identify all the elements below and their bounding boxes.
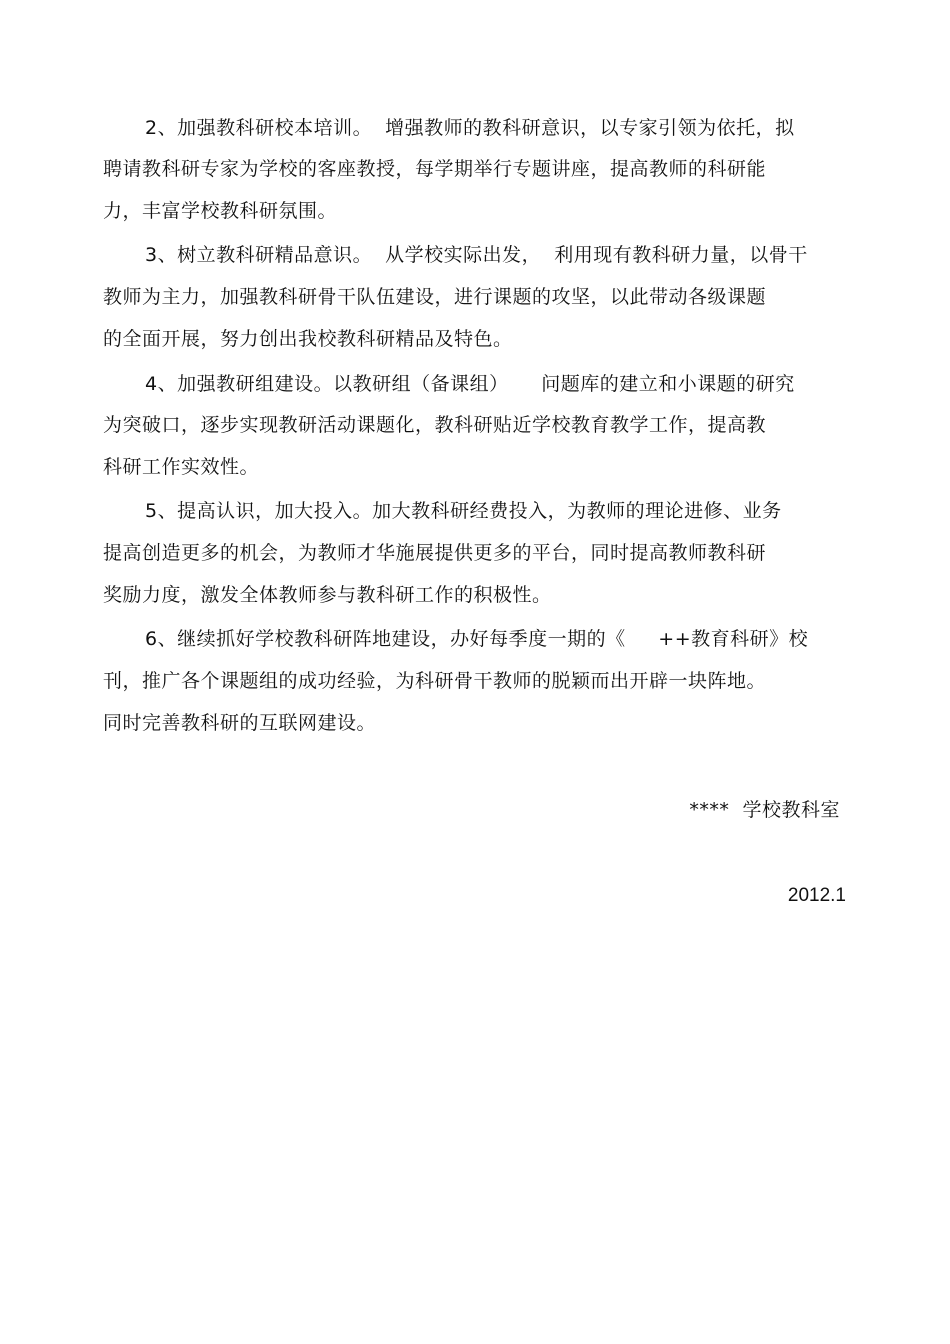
paragraph-2-line-3: 力，丰富学校教科研氛围。	[103, 200, 338, 222]
paragraph-4-line-1: 4、加强教研组建设。以教研组（备课组） 问题库的建立和小课题的研究	[145, 373, 795, 395]
paragraph-4-line-3: 科研工作实效性。	[103, 456, 260, 478]
paragraph-5-line-2: 提高创造更多的机会，为教师才华施展提供更多的平台，同时提高教师教科研	[103, 542, 767, 564]
paragraph-3-line-2: 教师为主力，加强教科研骨干队伍建设，进行课题的攻坚，以此带动各级课题	[103, 286, 767, 308]
paragraph-2-line-1: 2、加强教科研校本培训。 增强教师的教科研意识，以专家引领为依托，拟	[145, 117, 795, 139]
date: 2012.1	[787, 885, 846, 906]
paragraph-6-line-3: 同时完善教科研的互联网建设。	[103, 712, 377, 734]
signature: **** 学校教科室	[689, 799, 840, 821]
paragraph-6-line-1: 6、继续抓好学校教科研阵地建设，办好每季度一期的《 ++教育科研》校	[145, 628, 809, 650]
paragraph-6-line-2: 刊，推广各个课题组的成功经验，为科研骨干教师的脱颖而出开辟一块阵地。	[103, 670, 767, 692]
paragraph-3-line-1: 3、树立教科研精品意识。 从学校实际出发， 利用现有教科研力量，以骨干	[145, 244, 808, 266]
paragraph-3-line-3: 的全面开展，努力创出我校教科研精品及特色。	[103, 328, 513, 350]
paragraph-5-line-1: 5、提高认识，加大投入。加大教科研经费投入，为教师的理论进修、业务	[145, 500, 782, 522]
paragraph-2-line-2: 聘请教科研专家为学校的客座教授，每学期举行专题讲座，提高教师的科研能	[103, 158, 767, 180]
paragraph-4-line-2: 为突破口，逐步实现教研活动课题化，教科研贴近学校教育教学工作，提高教	[103, 414, 767, 436]
paragraph-5-line-3: 奖励力度，激发全体教师参与教科研工作的积极性。	[103, 584, 552, 606]
